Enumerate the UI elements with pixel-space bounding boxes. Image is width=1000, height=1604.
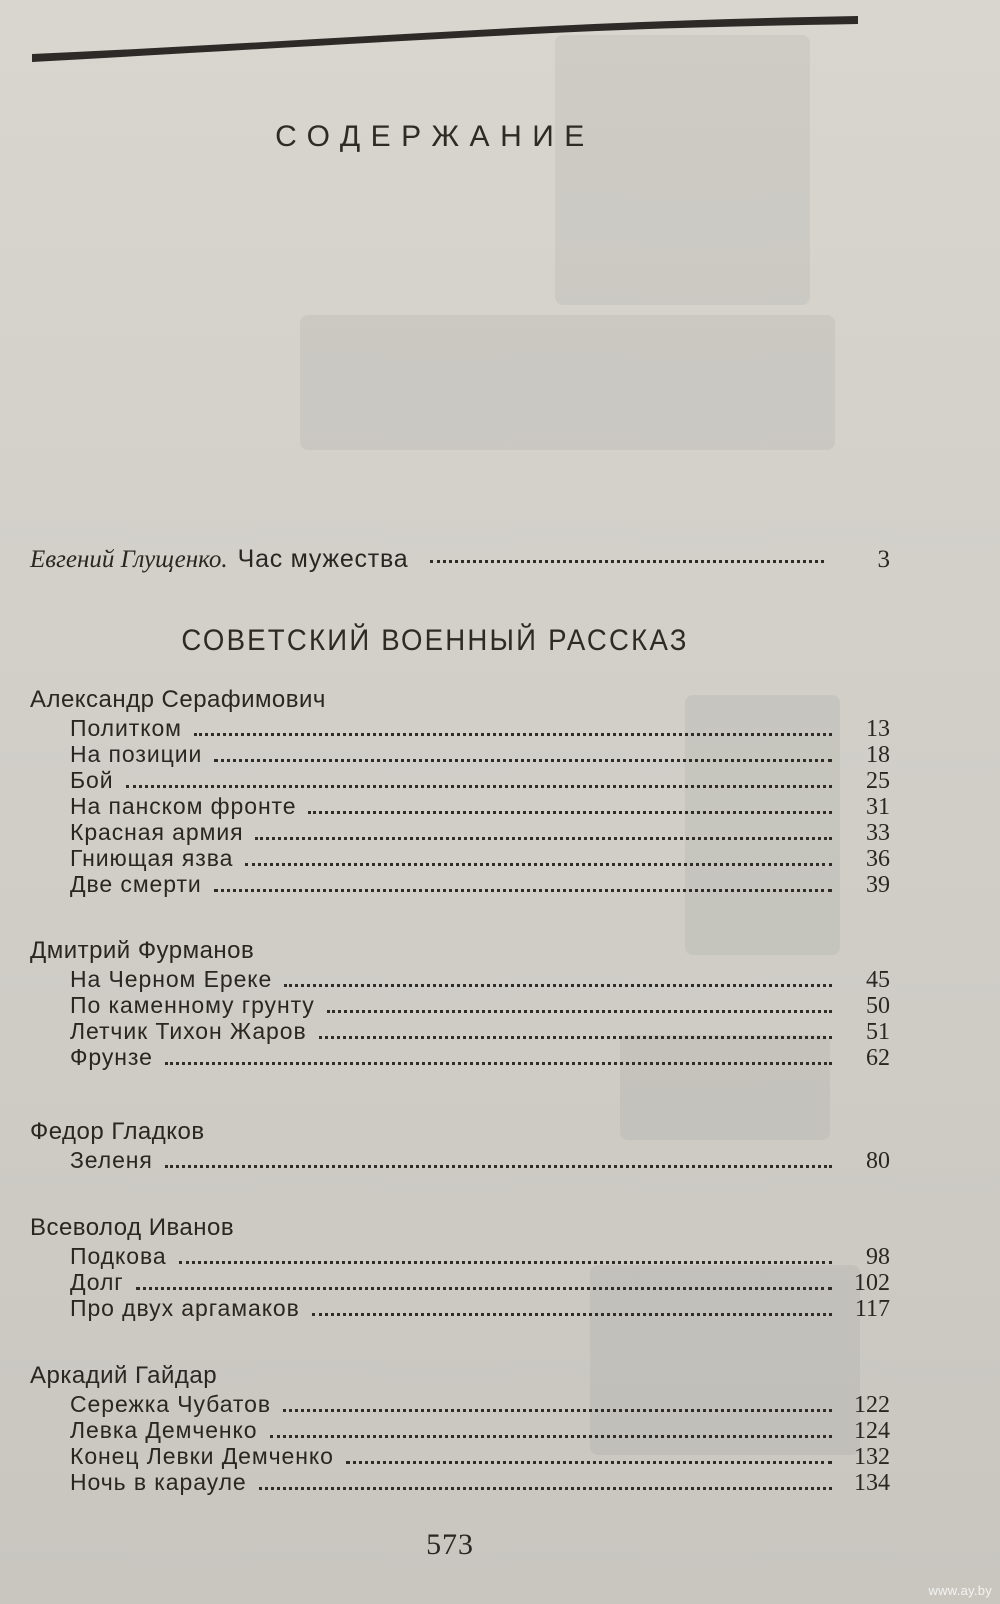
entry-leader-dots (346, 1461, 832, 1464)
entry-leader-dots (245, 863, 832, 866)
author-name: Дмитрий Фурманов (30, 937, 255, 964)
toc-entry (70, 992, 890, 1018)
entry-leader-dots (319, 1036, 832, 1039)
watermark: www.ay.by (928, 1583, 992, 1598)
entry-page-number: 80 (866, 1148, 890, 1174)
toc-entry (70, 1243, 890, 1269)
entry-page-number: 122 (854, 1392, 890, 1418)
entry-leader-dots (194, 733, 832, 736)
toc-entry (70, 1269, 890, 1295)
section-gaidar (30, 1360, 890, 1495)
intro-page-number: 3 (877, 546, 890, 573)
entries-list (30, 966, 890, 1070)
toc-entry (70, 1147, 890, 1173)
entry-title: Две смерти (70, 871, 202, 897)
show-through-block-2 (300, 315, 835, 450)
contents-title: СОДЕРЖАНИЕ (275, 120, 595, 153)
entries-list (30, 1243, 890, 1321)
toc-entry (70, 793, 890, 819)
entry-page-number: 45 (866, 967, 890, 993)
toc-entry (70, 1443, 890, 1469)
page-number: 573 (426, 1528, 474, 1561)
entry-page-number: 33 (866, 820, 890, 846)
entry-leader-dots (312, 1313, 832, 1316)
entry-title: Долг (70, 1269, 124, 1295)
entry-title: Про двух аргамаков (70, 1295, 300, 1321)
toc-entry (70, 819, 890, 845)
section-serafimovich (30, 684, 890, 897)
show-through-block-1 (555, 35, 810, 305)
entry-title: На Черном Ереке (70, 966, 273, 992)
entry-leader-dots (179, 1261, 832, 1264)
entry-page-number: 117 (854, 1296, 890, 1322)
entry-leader-dots (255, 837, 832, 840)
entry-title: Ночь в карауле (70, 1469, 247, 1495)
entry-page-number: 25 (866, 768, 890, 794)
entry-title: Левка Демченко (70, 1417, 258, 1443)
toc-entry (70, 966, 890, 992)
section-furmanov (30, 935, 890, 1070)
toc-entry (70, 1469, 890, 1495)
entry-title: Сережка Чубатов (70, 1391, 271, 1417)
entry-title: Бой (70, 767, 114, 793)
entries-list (30, 1391, 890, 1495)
section-title: СОВЕТСКИЙ ВОЕННЫЙ РАССКАЗ (181, 624, 689, 657)
entry-page-number: 13 (866, 716, 890, 742)
toc-entry (70, 1417, 890, 1443)
entry-page-number: 98 (866, 1244, 890, 1270)
section-ivanov (30, 1212, 890, 1321)
entry-leader-dots (214, 889, 832, 892)
toc-entry (70, 767, 890, 793)
entry-leader-dots (259, 1487, 832, 1490)
intro-author: Евгений Глущенко. (30, 546, 228, 573)
section-gladkov (30, 1116, 890, 1173)
author-name: Александр Серафимович (30, 686, 326, 713)
entry-leader-dots (165, 1062, 832, 1065)
intro-entry (30, 545, 890, 581)
author-name: Всеволод Иванов (30, 1214, 235, 1241)
entry-title: На позиции (70, 741, 203, 767)
entry-leader-dots (126, 785, 833, 788)
entry-page-number: 62 (866, 1045, 890, 1071)
entry-title: На панском фронте (70, 793, 297, 819)
entry-title: По каменному грунту (70, 992, 315, 1018)
entry-page-number: 39 (866, 872, 890, 898)
toc-entry (70, 741, 890, 767)
entry-leader-dots (283, 1409, 832, 1412)
entries-list (30, 715, 890, 897)
entry-page-number: 31 (866, 794, 890, 820)
entry-page-number: 102 (854, 1270, 890, 1296)
entry-title: Подкова (70, 1243, 167, 1269)
entry-leader-dots (214, 759, 832, 762)
toc-entry (70, 1295, 890, 1321)
entry-title: Конец Левки Демченко (70, 1443, 334, 1469)
toc-entry (70, 1044, 890, 1070)
entry-title: Политком (70, 715, 182, 741)
toc-entry (70, 1018, 890, 1044)
entry-page-number: 50 (866, 993, 890, 1019)
entry-leader-dots (308, 811, 832, 814)
toc-entry (70, 845, 890, 871)
entry-title: Красная армия (70, 819, 244, 845)
intro-leader-dots (430, 560, 824, 563)
entries-list (30, 1147, 890, 1173)
toc-entry (70, 1391, 890, 1417)
author-name: Федор Гладков (30, 1118, 205, 1145)
entry-page-number: 36 (866, 846, 890, 872)
entry-leader-dots (284, 984, 832, 987)
entry-page-number: 134 (854, 1470, 890, 1496)
entry-page-number: 51 (866, 1019, 890, 1045)
intro-title: Час мужества (237, 545, 409, 573)
toc-entry (70, 871, 890, 897)
entry-title: Летчик Тихон Жаров (70, 1018, 307, 1044)
entry-leader-dots (136, 1287, 832, 1290)
entry-page-number: 124 (854, 1418, 890, 1444)
entry-title: Гниющая язва (70, 845, 234, 871)
entry-leader-dots (270, 1435, 832, 1438)
entry-leader-dots (165, 1165, 832, 1168)
entry-leader-dots (327, 1010, 832, 1013)
entry-page-number: 18 (866, 742, 890, 768)
author-name: Аркадий Гайдар (30, 1362, 218, 1389)
entry-title: Фрунзе (70, 1044, 153, 1070)
entry-page-number: 132 (854, 1444, 890, 1470)
entry-title: Зеленя (70, 1147, 153, 1173)
toc-entry (70, 715, 890, 741)
